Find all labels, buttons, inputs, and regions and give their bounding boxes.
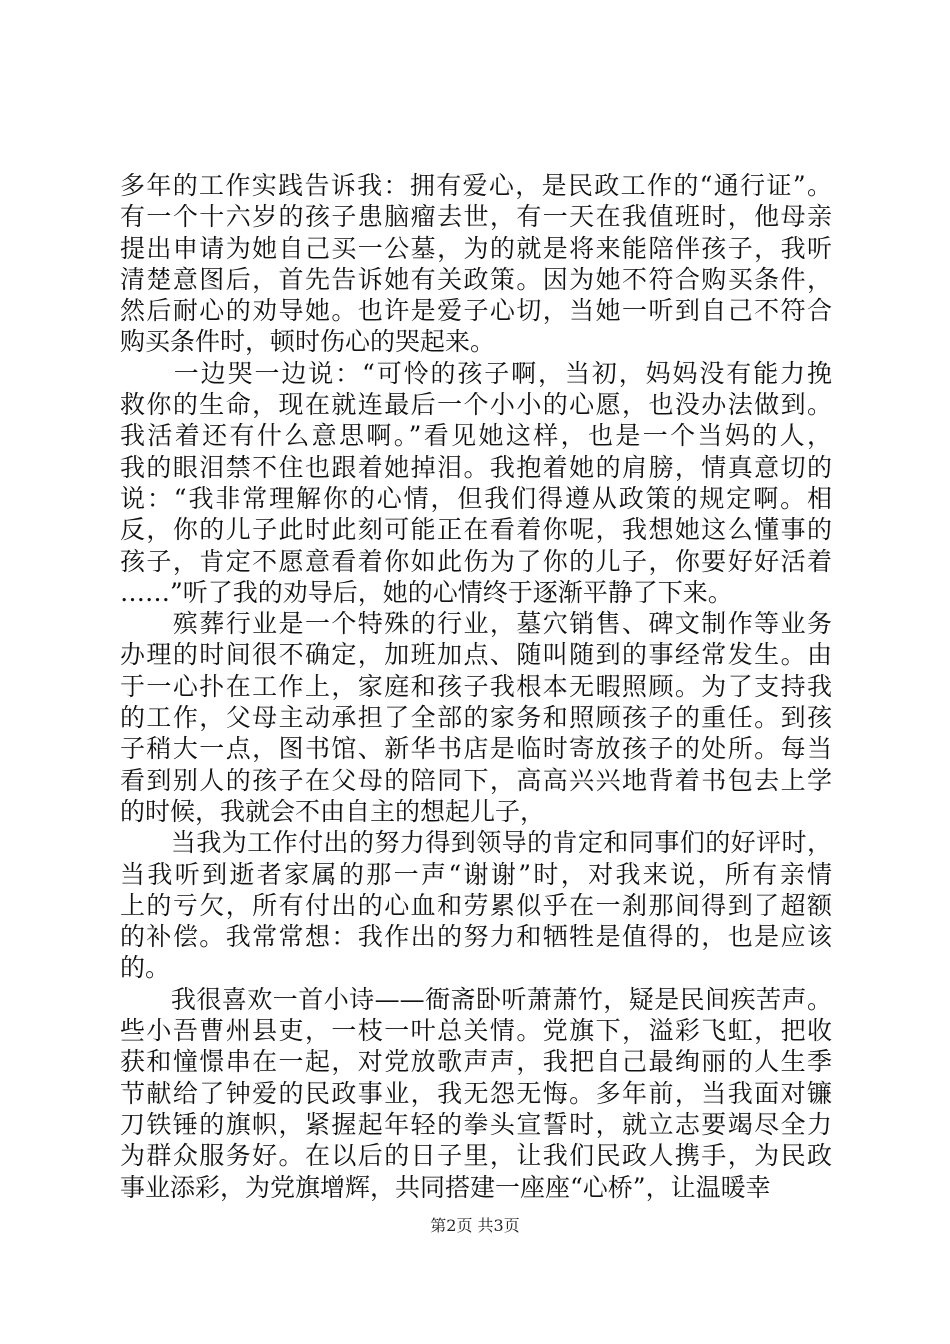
text-line: 获和憧憬串在一起，对党放歌声声，我把自己最绚丽的人生季 (120, 1047, 832, 1077)
page-footer: 第2页 共3页 (430, 1216, 520, 1235)
text-line: 说：“我非常理解你的心情，但我们得遵从政策的规定啊。相 (120, 483, 832, 513)
text-line: 的工作，父母主动承担了全部的家务和照顾孩子的重任。到孩 (120, 703, 832, 733)
text-line: 当我为工作付出的努力得到领导的肯定和同事们的好评时， (120, 828, 832, 858)
text-line: 救你的生命，现在就连最后一个小小的心愿，也没办法做到。 (120, 390, 832, 420)
text-line: 我活着还有什么意思啊。”看见她这样，也是一个当妈的人， (120, 421, 832, 451)
text-line: 反，你的儿子此时此刻可能正在看着你呢，我想她这么懂事的 (120, 515, 832, 545)
text-line: 提出申请为她自己买一公墓，为的就是将来能陪伴孩子，我听 (120, 233, 832, 263)
text-line: 的补偿。我常常想：我作出的努力和牺牲是值得的，也是应该 (120, 922, 832, 952)
text-line: 的。 (120, 953, 171, 983)
text-line: 殡葬行业是一个特殊的行业，墓穴销售、碑文制作等业务 (120, 609, 832, 639)
text-line: 我的眼泪禁不住也跟着她掉泪。我抱着她的肩膀，情真意切的 (120, 452, 832, 482)
text-line: 看到别人的孩子在父母的陪同下，高高兴兴地背着书包去上学 (120, 765, 832, 795)
text-line: 多年的工作实践告诉我：拥有爱心，是民政工作的“通行证”。 (120, 171, 832, 200)
text-line: 于一心扑在工作上，家庭和孩子我根本无暇照顾。为了支持我 (120, 671, 832, 701)
text-line: 节献给了钟爱的民政事业，我无怨无悔。多年前，当我面对镰 (120, 1078, 832, 1108)
text-line: 上的亏欠，所有付出的心血和劳累似乎在一刹那间得到了超额 (120, 890, 832, 920)
text-line: 办理的时间很不确定，加班加点、随叫随到的事经常发生。由 (120, 640, 832, 670)
text-line: 的时候，我就会不由自主的想起儿子， (120, 796, 546, 826)
text-line: 我很喜欢一首小诗——衙斋卧听萧萧竹，疑是民间疾苦声。 (120, 984, 832, 1014)
text-line: 有一个十六岁的孩子患脑瘤去世，有一天在我值班时，他母亲 (120, 202, 832, 232)
text-line: 一边哭一边说：“可怜的孩子啊，当初，妈妈没有能力挽 (120, 358, 832, 388)
text-line: 然后耐心的劝导她。也许是爱子心切，当她一听到自己不符合 (120, 296, 832, 326)
text-line: 子稍大一点，图书馆、新华书店是临时寄放孩子的处所。每当 (120, 734, 832, 764)
text-line: 购买条件时，顿时伤心的哭起来。 (120, 327, 496, 357)
text-line: 当我听到逝者家属的那一声“谢谢”时，对我来说，所有亲情 (120, 859, 832, 889)
text-line: 为群众服务好。在以后的日子里，让我们民政人携手，为民政 (120, 1141, 832, 1171)
text-line: ……”听了我的劝导后，她的心情终于逐渐平静了下来。 (120, 577, 733, 607)
text-line: 些小吾曹州县吏，一枝一叶总关情。党旗下，溢彩飞虹，把收 (120, 1016, 832, 1046)
text-line: 事业添彩，为党旗增辉，共同搭建一座座“心桥”，让温暖幸 (120, 1172, 771, 1202)
body-text (120, 170, 832, 1203)
text-line: 清楚意图后，首先告诉她有关政策。因为她不符合购买条件， (120, 264, 832, 294)
text-line: 刀铁锤的旗帜，紧握起年轻的拳头宣誓时，就立志要竭尽全力 (120, 1109, 832, 1139)
text-line: 孩子，肯定不愿意看着你如此伤为了你的儿子，你要好好活着 (120, 546, 832, 576)
